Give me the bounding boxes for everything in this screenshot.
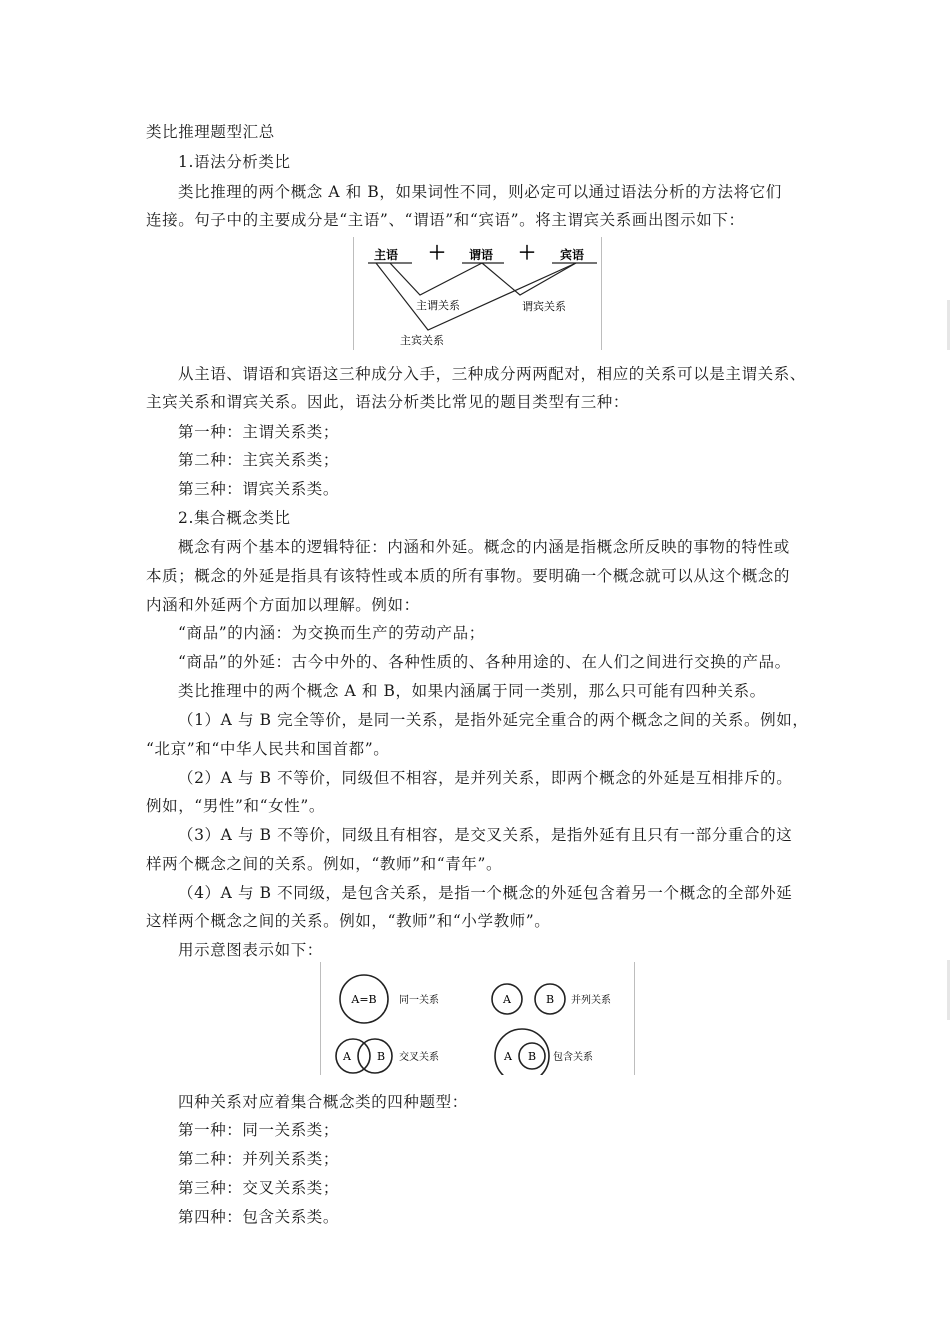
cross-circle-b	[358, 1039, 392, 1073]
question-type-4: 第四种：包含关系类。	[178, 1208, 340, 1226]
relation-3-line-1: （3）A 与 B 不等价，同级且有相容，是交叉关系，是指外延有且只有一部分重合的这	[178, 826, 793, 844]
paragraph-3-line-1: 概念有两个基本的逻辑特征：内涵和外延。概念的内涵是指概念所反映的事物的特性或	[178, 538, 790, 556]
type-3-item: 第三种：谓宾关系类。	[178, 480, 340, 498]
identity-ab-label: A=B	[351, 993, 377, 1006]
paragraph-1-line-1: 类比推理的两个概念 A 和 B，如果词性不同，则必定可以通过语法分析的方法将它们	[178, 183, 782, 201]
section-1-heading: 1.语法分析类比	[178, 153, 291, 171]
relation-4-line-1: （4）A 与 B 不同级，是包含关系，是指一个概念的外延包含着另一个概念的全部外延	[178, 884, 793, 902]
object-label: 宾语	[560, 248, 585, 262]
subject-predicate-object-diagram	[353, 237, 602, 350]
cross-a-label: A	[343, 1050, 351, 1063]
type-2-item: 第二种：主宾关系类；	[178, 451, 340, 469]
relation-2-line-1: （2）A 与 B 不等价，同级但不相容，是并列关系，即两个概念的外延是互相排斥的。	[178, 769, 793, 787]
type-1-item: 第一种：主谓关系类；	[178, 423, 340, 441]
relation-2-line-2: 例如，“男性”和“女性”。	[146, 797, 325, 815]
set-relation-diagram-svg	[321, 962, 634, 1075]
relation-4-line-2: 这样两个概念之间的关系。例如，“教师”和“小学教师”。	[146, 912, 551, 930]
question-type-2: 第二种：并列关系类；	[178, 1150, 340, 1168]
example-extension: “商品”的外延：古今中外的、各种性质的、各种用途的、在人们之间进行交换的产品。	[178, 653, 791, 671]
cross-relation-label: 交叉关系	[399, 1052, 439, 1063]
include-relation-label: 包含关系	[553, 1052, 593, 1063]
paragraph-2-line-1: 从主语、谓语和宾语这三种成分入手，三种成分两两配对，相应的关系可以是主谓关系、	[178, 365, 806, 383]
cross-b-label: B	[376, 1050, 386, 1063]
plus-sign-2: ＋	[518, 243, 536, 264]
cross-circle-a	[336, 1039, 370, 1073]
paragraph-5: 用示意图表示如下：	[178, 941, 323, 959]
subject-predicate-link	[390, 263, 482, 295]
document-title: 类比推理题型汇总	[146, 123, 275, 141]
include-a-label: A	[504, 1050, 512, 1063]
section-2-heading: 2.集合概念类比	[178, 509, 291, 527]
paragraph-3-line-3: 内涵和外延两个方面加以理解。例如：	[146, 596, 420, 614]
identity-relation-label: 同一关系	[399, 995, 439, 1006]
subject-object-relation-label: 主宾关系	[400, 334, 444, 347]
include-b-label: B	[527, 1050, 537, 1063]
subject-object-link	[376, 263, 576, 330]
paragraph-3-line-2: 本质；概念的外延是指具有该特性或本质的所有事物。要明确一个概念就可以从这个概念的	[146, 567, 791, 585]
paragraph-2-line-2: 主宾关系和谓宾关系。因此，语法分析类比常见的题目类型有三种：	[146, 393, 630, 411]
question-type-1: 第一种：同一关系类；	[178, 1121, 340, 1139]
predicate-label: 谓语	[469, 248, 494, 262]
subject-predicate-relation-label: 主谓关系	[416, 299, 460, 312]
subject-label: 主语	[374, 248, 399, 262]
relation-1-line-2: “北京”和“中华人民共和国首都”。	[146, 740, 390, 758]
predicate-object-link	[482, 263, 576, 295]
parallel-b-label: B	[545, 993, 555, 1006]
example-intension: “商品”的内涵：为交换而生产的劳动产品；	[178, 624, 485, 642]
set-relation-diagram	[320, 962, 635, 1075]
sentence-relation-diagram-svg	[354, 237, 601, 350]
question-type-3: 第三种：交叉关系类；	[178, 1179, 340, 1197]
predicate-object-relation-label: 谓宾关系	[522, 300, 566, 313]
plus-sign-1: ＋	[428, 243, 446, 264]
relation-1-line-1: （1）A 与 B 完全等价，是同一关系，是指外延完全重合的两个概念之间的关系。例如，	[178, 711, 809, 729]
relation-3-line-2: 样两个概念之间的关系。例如，“教师”和“青年”。	[146, 855, 503, 873]
paragraph-1-line-2: 连接。句子中的主要成分是“主语”、“谓语”和“宾语”。将主谓宾关系画出图示如下：	[146, 211, 745, 229]
parallel-relation-label: 并列关系	[571, 995, 611, 1006]
paragraph-4: 类比推理中的两个概念 A 和 B，如果内涵属于同一类别，那么只可能有四种关系。	[178, 682, 766, 700]
parallel-a-label: A	[503, 993, 511, 1006]
paragraph-6: 四种关系对应着集合概念类的四种题型：	[178, 1093, 468, 1111]
